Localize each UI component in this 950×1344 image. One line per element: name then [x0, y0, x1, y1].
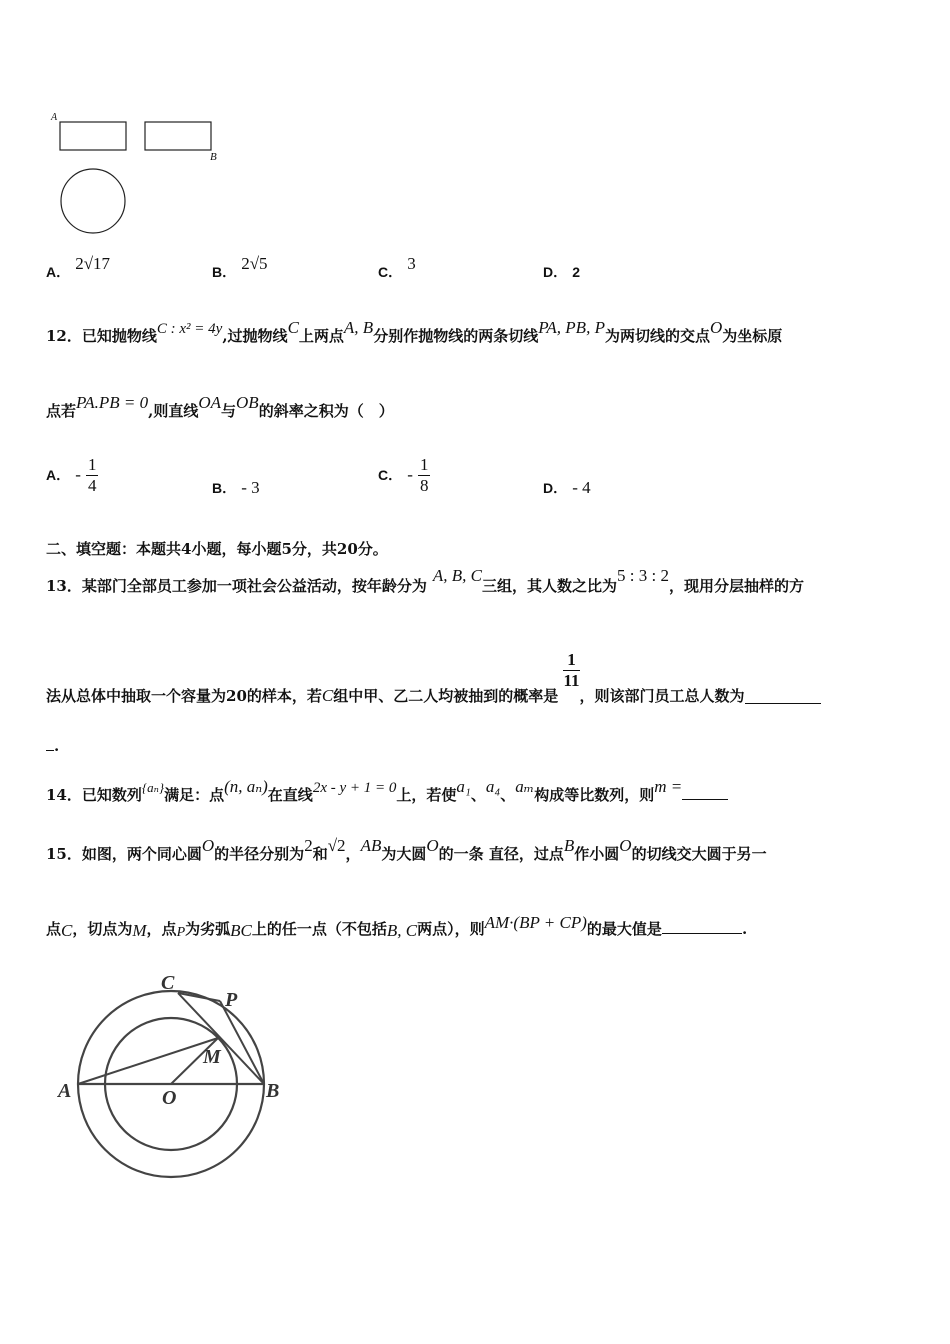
point-p-label: P [225, 989, 238, 1011]
answer-blank[interactable] [745, 703, 821, 704]
point-a-label: A [58, 1080, 72, 1102]
fraction: $\frac{1}{4}$ [87, 455, 97, 495]
q11-option-d: D． 2 [543, 264, 581, 280]
q12-option-b: B． - 3 [212, 478, 260, 497]
top-figure [0, 0, 950, 250]
q13-line2: 法从总体中抽取一个容量为20的样本，若C组中甲、乙二人均被抽到的概率是 $\frac{1}{11}$ ，则该部门员工总人数为 [46, 650, 821, 691]
fraction: $\frac{1}{11}$ [563, 650, 580, 690]
point-m-label: M [203, 1046, 221, 1068]
q15-line1: 15．如图，两个同心圆O的半径分别为2和√2，AB为大圆O的一条 直径，过点B作小圆O的切线交大圆于另一 [46, 836, 767, 863]
segment-bp [220, 1001, 264, 1084]
rectangle-b [145, 122, 211, 150]
q11-option-a: A． 2√17 [46, 254, 111, 280]
q13-line3: . [46, 737, 59, 755]
answer-blank[interactable] [662, 933, 742, 934]
q12-option-c: C． - $\frac{1}{8}$ [378, 455, 429, 495]
fraction: $\frac{1}{8}$ [419, 455, 429, 495]
q14-line: 14．已知数列{aₙ}满足：点(n, aₙ)在直线2x - y + 1 = 0上，若使a₁、a₄、aₘ构成等比数列，则m = [46, 784, 728, 805]
label-a: A [51, 112, 58, 123]
q11-option-b: B． 2√5 [212, 254, 268, 280]
q12-line2: 点若PA.PB = 0,则直线OA与OB的斜率之积为（ ） [46, 393, 394, 420]
answer-blank[interactable] [682, 799, 728, 800]
q11-option-c: C． 3 [378, 254, 416, 280]
rectangle-a [60, 122, 126, 150]
label-b: B [210, 151, 217, 163]
q15-line2: 点C，切点为M，点P为劣弧BC上的任一点（不包括B, C两点），则AM·(BP + CP)的最大值是 . [46, 913, 748, 940]
circle [61, 169, 125, 233]
answer-blank[interactable] [46, 750, 54, 751]
segment-am [78, 1038, 218, 1084]
q12-option-a: A． - $\frac{1}{4}$ [46, 455, 97, 495]
q12-line1: 12．已知抛物线C : x² = 4y,过抛物线C上两点A, B分别作抛物线的两条切线PA, PB, P为两切线的交点O为坐标原 [46, 318, 783, 345]
point-o-label: O [162, 1087, 177, 1109]
section-header: 二、填空题：本题共4小题，每小题5分，共20分。 [46, 540, 388, 558]
point-b-label: B [266, 1080, 280, 1102]
q13-line1: 13．某部门全部员工参加一项社会公益活动，按年龄分为A, B, C三组，其人数之比为5 : 3 : 2，现用分层抽样的方 [46, 566, 804, 595]
q12-option-d: D． - 4 [543, 478, 591, 497]
point-c-label: C [161, 972, 175, 994]
